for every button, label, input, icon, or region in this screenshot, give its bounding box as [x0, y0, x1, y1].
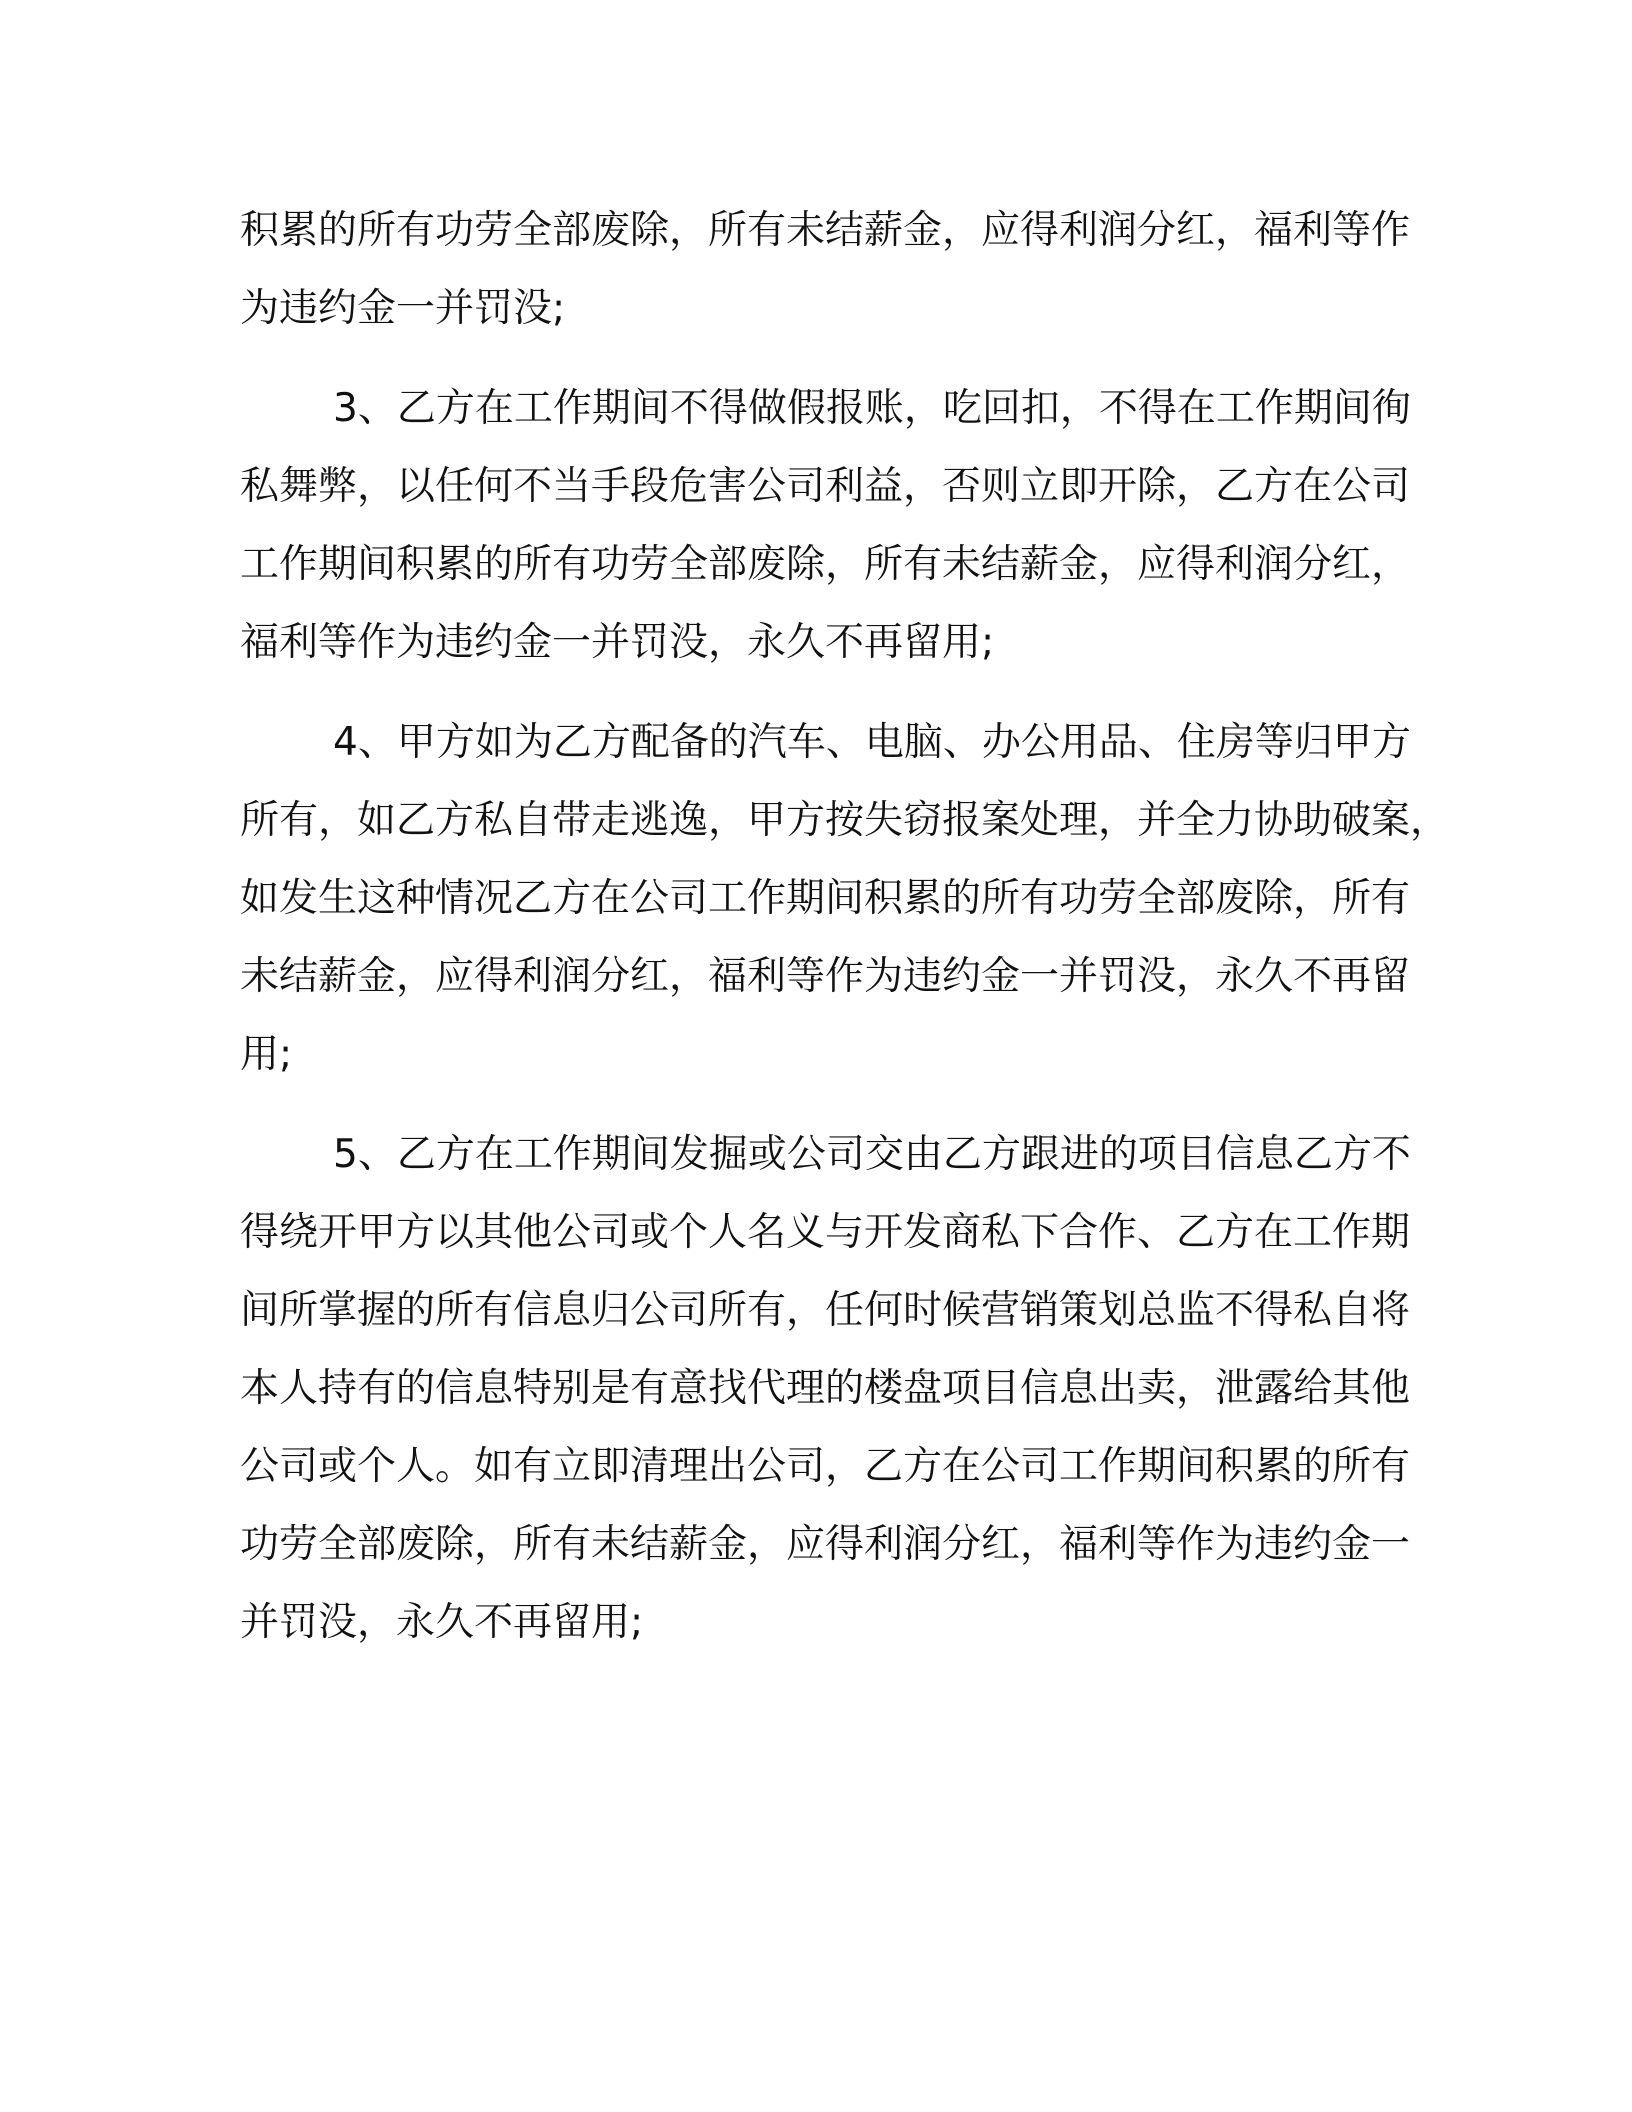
document-body	[240, 192, 1450, 1684]
text-line: 福利等作为违约金一并罚没，永久不再留用;	[240, 620, 995, 665]
text-line: 并罚没，永久不再留用;	[240, 1600, 644, 1645]
text-line: 私舞弊，以任何不当手段危害公司利益，否则立即开除，乙方在公司	[240, 464, 1411, 509]
text-line: 工作期间积累的所有功劳全部废除，所有未结薪金，应得利润分红，	[240, 542, 1411, 587]
paragraph-continuation	[240, 192, 1411, 348]
text-line: 间所掌握的所有信息归公司所有，任何时候营销策划总监不得私自将	[240, 1288, 1411, 1333]
text-line: 5、乙方在工作期间发掘或公司交由乙方跟进的项目信息乙方不	[333, 1132, 1411, 1177]
text-line: 得绕开甲方以其他公司或个人名义与开发商私下合作、乙方在工作期	[240, 1210, 1411, 1255]
text-line: 积累的所有功劳全部废除，所有未结薪金，应得利润分红，福利等作	[240, 208, 1411, 253]
text-line: 所有，如乙方私自带走逃逸，甲方按失窃报案处理，并全力协助破案，	[240, 798, 1450, 843]
text-line: 公司或个人。如有立即清理出公司，乙方在公司工作期间积累的所有	[240, 1444, 1411, 1489]
text-line: 为违约金一并罚没;	[240, 286, 566, 331]
paragraph-clause-4	[240, 704, 1450, 1094]
text-line: 功劳全部废除，所有未结薪金，应得利润分红，福利等作为违约金一	[240, 1522, 1411, 1567]
text-line: 如发生这种情况乙方在公司工作期间积累的所有功劳全部废除，所有	[240, 876, 1411, 921]
paragraph-clause-5	[240, 1116, 1411, 1662]
text-line: 未结薪金，应得利润分红，福利等作为违约金一并罚没，永久不再留	[240, 954, 1411, 999]
text-line: 本人持有的信息特别是有意找代理的楼盘项目信息出卖，泄露给其他	[240, 1366, 1411, 1411]
text-line: 4、甲方如为乙方配备的汽车、电脑、办公用品、住房等归甲方	[333, 720, 1411, 765]
text-line: 3、乙方在工作期间不得做假报账，吃回扣，不得在工作期间徇	[333, 386, 1411, 431]
paragraph-clause-3	[240, 370, 1411, 682]
text-line: 用;	[240, 1032, 293, 1077]
